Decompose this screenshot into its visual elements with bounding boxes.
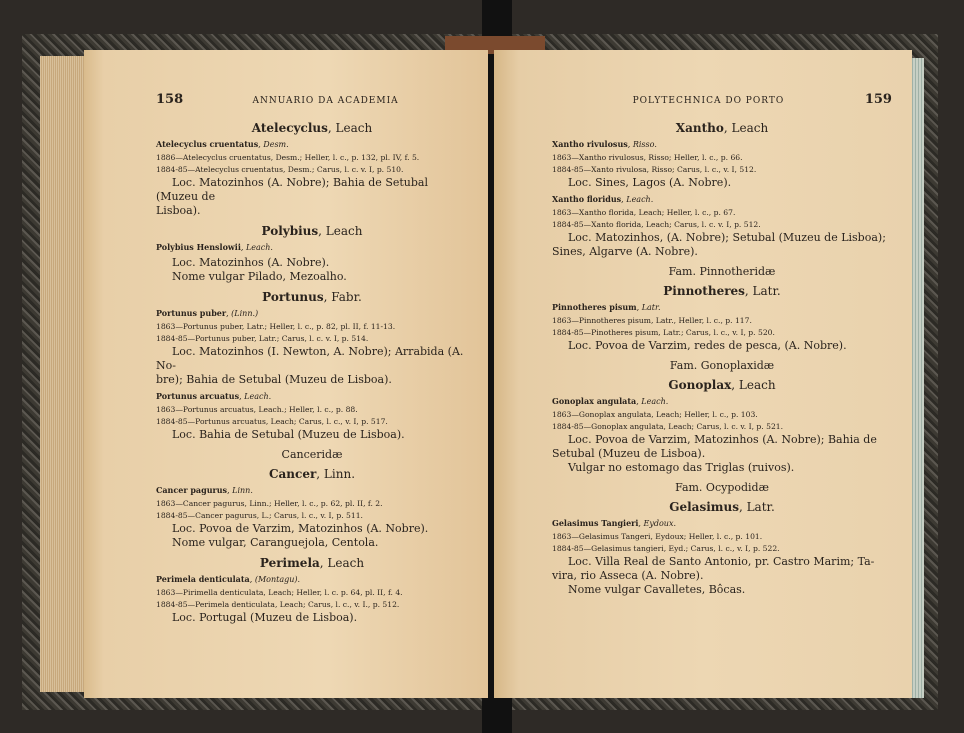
family-heading: Fam. Pinnotheridæ: [668, 265, 776, 278]
genus-heading: Cancer, Linn.: [268, 467, 356, 481]
running-head: ANNUARIO DA ACADEMIA: [252, 96, 399, 106]
family-heading: Fam. Ocypodidæ: [675, 481, 769, 494]
page-edges-left: [40, 56, 86, 692]
right-page-header: [552, 92, 892, 107]
page-number: 159: [864, 92, 892, 107]
species-entry: Polybius Henslowii, Leach. Loc. Matozinhos (A. Nobre). Nome vulgar Pilado, Mezoalho.: [156, 242, 347, 283]
family-heading: Fam. Gonoplaxidæ: [669, 359, 775, 372]
genus-heading: Gonoplax, Leach: [668, 378, 776, 392]
genus-heading: Portunus, Fabr.: [262, 290, 362, 304]
right-page: [494, 50, 912, 698]
genus-heading: Gelasimus, Latr.: [669, 500, 775, 514]
left-page: [84, 50, 488, 698]
species-entry: Portunus arcuatus, Leach. 1863—Portunus arcuatus, Leach.; Heller, l. c., p. 88. 1884-85—Portunus arcuatus, Leach; Carus, l. c., v. I, p. 517. Loc. Bahia de Setubal (Muzeu de Lisboa).: [156, 391, 405, 441]
page-number: 158: [156, 92, 184, 107]
species-entry: Xantho rivulosus, Risso. 1863—Xantho rivulosus, Risso; Heller, l. c., p. 66. 1884-85—Xanto rivulosa, Risso; Carus, l. c., v. I, 512. Loc. Sines, Lagos (A. Nobre).: [552, 139, 757, 189]
species-entry: Xantho floridus, Leach. 1863—Xantho florida, Leach; Heller, l. c., p. 67. 1884-85—Xanto florida, Leach; Carus, l. c. v. I, p. 512. Loc. Matozinhos, (A. Nobre); Setubal (Muzeu de Lisboa); Sines, Algarve (A. Nobre).: [552, 194, 886, 258]
genus-heading: Xantho, Leach: [675, 121, 769, 135]
running-head: POLYTECHNICA DO PORTO: [632, 96, 785, 106]
genus-heading: Atelecyclus, Leach: [251, 121, 373, 135]
species-entry: Perimela denticulata, (Montagu). 1863—Pirimella denticulata, Leach; Heller, l. c. p. 64, pl. II, f. 4. 1884-85—Perimela denticulata, Leach; Carus, l. c., v. I., p. 512. Loc. Portugal (Muzeu de Lisboa).: [156, 574, 403, 624]
species-entry: Cancer pagurus, Linn. 1863—Cancer pagurus, Linn.; Heller, l. c., p. 62, pl. II, f. 2. 1884-85—Cancer pagurus, L.; Carus, l. c., v. I, p. 511. Loc. Povoa de Varzim, Matozinhos (A. Nobre). Nome vulgar, Caranguejola, Centola.: [156, 485, 429, 549]
genus-heading: Pinnotheres, Latr.: [663, 284, 781, 298]
species-entry: Gelasimus Tangieri, Eydoux. 1863—Gelasimus Tangeri, Eydoux; Heller, l. c., p. 101. 1884-85—Gelasimus tangieri, Eyd.; Carus, l. c., v. I, p. 522. Loc. Villa Real de Santo Antonio, pr. Castro Marim; Ta- vira, rio Asseca (A. Nobre). Nome vulgar Cavalletes, Bôcas.: [552, 518, 875, 596]
species-entry: Gonoplax angulata, Leach. 1863—Gonoplax angulata, Leach; Heller, l. c., p. 103. 1884-85—Gonoplax angulata, Leach; Carus, l. c. v. I, p. 521. Loc. Povoa de Varzim, Matozinhos (A. Nobre); Bahia de Setubal (Muzeu de Lisboa). Vulgar no estomago das Triglas (ruivos).: [552, 396, 877, 474]
genus-heading: Polybius, Leach: [261, 224, 363, 238]
species-entry: Portunus puber, (Linn.) 1863—Portunus puber, Latr.; Heller, l. c., p. 82, pl. II, f. 11-13. 1884-85—Portunus puber, Latr.; Carus, l. c. v. I, p. 514. Loc. Matozinhos (I. Newton, A. Nobre); Arrabida (A. No- bre); Bahia de Setubal (Muzeu de Lisboa).: [156, 308, 464, 386]
genus-heading: Perimela, Leach: [259, 556, 365, 570]
family-heading: Canceridæ: [281, 448, 343, 461]
species-entry: Pinnotheres pisum, Latr. 1863—Pinnotheres pisum, Latr., Heller, l. c., p. 117. 1884-85—Pinotheres pisum, Latr.; Carus, l. c., v. I, p. 520. Loc. Povoa de Varzim, redes de pesca, (A. Nobre).: [552, 302, 847, 352]
left-page-header: [156, 92, 468, 107]
species-entry: Atelecyclus cruentatus, Desm. 1886—Atelecyclus cruentatus, Desm.; Heller, l. c., p. 132, pl. IV, f. 5. 1884-85—Atelecyclus cruentatus, Desm.; Carus, l. c. v. I, p. 510. Loc. Matozinhos (A. Nobre); Bahia de Setubal (Muzeu de Lisboa).: [156, 139, 428, 217]
